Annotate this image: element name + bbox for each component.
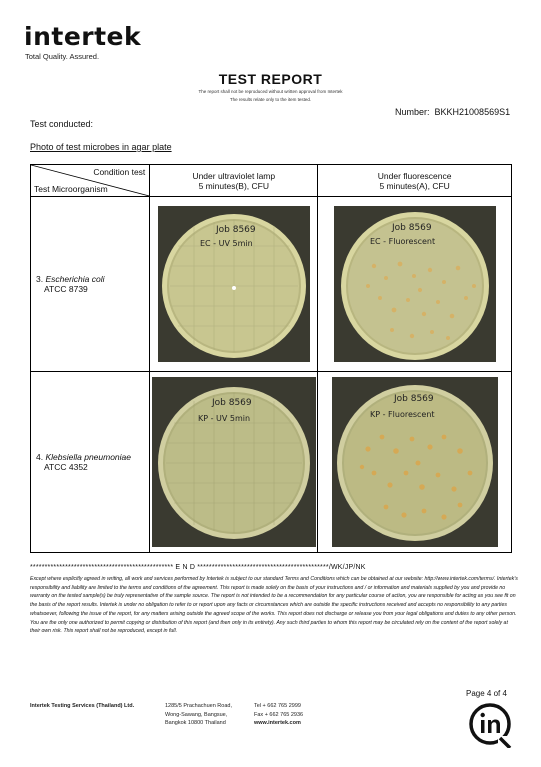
report-number xyxy=(395,107,510,117)
fluorescence-photo-cell xyxy=(318,372,512,553)
row-prefix: 4. xyxy=(36,452,44,462)
organism-species: Escherichia coli xyxy=(45,274,105,284)
uv-header-line-2: 5 minutes(B), CFU xyxy=(198,180,269,191)
report-subtitle-1: The report shall not be reproduced without written approval from Intertek xyxy=(198,89,343,94)
diagonal-header-cell xyxy=(31,165,150,197)
fl-header-line-2: 5 minutes(A), CFU xyxy=(379,180,450,191)
agar-plate-photo xyxy=(334,206,496,362)
report-subtitle-2: The results relate only to the item tested. xyxy=(229,97,312,102)
organism-strain: ATCC 4352 xyxy=(44,462,88,472)
svg-text:EC - UV 5min: EC - UV 5min xyxy=(199,239,253,248)
condition-test-header: Condition test xyxy=(93,167,146,177)
results-table xyxy=(30,164,512,553)
svg-text:Job 8569: Job 8569 xyxy=(211,398,252,408)
uv-header-line-1: Under ultraviolet lamp xyxy=(192,170,276,181)
svg-text:EC - Fluorescent: EC - Fluorescent xyxy=(369,237,435,246)
uv-column-header xyxy=(150,165,318,197)
footer-company: Intertek Testing Services (Thailand) Ltd. xyxy=(30,703,135,709)
agar-plate-image xyxy=(332,377,498,547)
page-number: Page 4 of 4 xyxy=(466,689,507,698)
logo-tagline: Total Quality. Assured. xyxy=(25,52,100,61)
test-conducted-label: Test conducted: xyxy=(30,119,94,129)
disclaimer-text: Except where explicitly agreed in writing, all work and services performed by Intertek is subject to our standard Terms and Conditions which can be obtained at our website: http://www.intertek.com/terms/. Intertek's responsibility and liability are limited to the terms and conditions of the agreement. This report is made solely on the basis of your instructions and / or information and materials supplied by you and provide no warranty on the tested sample(s) be truly representative of the sample source. The report is not intended to be a recommendation for any particular course of action, you are responsible for acting as you see fit on the basis of the report results. Intertek is under no obligation to refer to or report upon any facts or circumstances which are outside the specific instructions received and accepts no responsibility to any parties whatsoever, following the issue of the report, for any matters arising outside the agreed scope of the works. This report does not discharge or release you from your legal obligations and duties to any other person. You are the only one authorized to permit copying or distribution of this report (and then only in its entirety). Any such third parties to whom this report may be circulated rely on the content of the report solely at their own risk. This report shall not be reproduced, except in full. xyxy=(30,576,518,635)
table-row xyxy=(31,197,512,372)
agar-plate-photo xyxy=(158,206,310,362)
organism-species: Klebsiella pneumoniae xyxy=(45,452,131,462)
fl-header-line-1: Under fluorescence xyxy=(377,170,452,181)
microorganism-header: Test Microorganism xyxy=(34,184,108,194)
svg-text:Job 8569: Job 8569 xyxy=(215,225,256,235)
report-number-label: Number: xyxy=(395,107,430,117)
end-line: ************************************************* E N D *********************************************/WK/JP/NK xyxy=(30,564,366,571)
agar-plate-image xyxy=(334,206,496,362)
footer-tel: Tel + 662 765 2999 xyxy=(254,703,301,709)
section-title: Photo of test microbes in agar plate xyxy=(30,142,172,152)
intertek-logo: intertek xyxy=(24,22,142,51)
agar-plate-photo xyxy=(152,377,316,547)
uv-photo-cell xyxy=(150,372,318,553)
row-prefix: 3. xyxy=(36,274,44,284)
table-header-row xyxy=(31,165,512,197)
address-line-2: Wong-Sawang, Bangsue, xyxy=(165,711,228,718)
footer-address xyxy=(165,702,232,728)
uv-photo-cell xyxy=(150,197,318,372)
svg-text:Job 8569: Job 8569 xyxy=(393,394,434,404)
agar-plate-photo xyxy=(332,377,498,547)
address-line-1: 1285/5 Prachachuen Road, xyxy=(165,703,232,709)
fluorescence-photo-cell xyxy=(318,197,512,372)
organism-cell xyxy=(31,197,150,372)
organism-cell xyxy=(31,372,150,553)
agar-plate-image xyxy=(158,206,310,362)
svg-text:KP - UV 5min: KP - UV 5min xyxy=(197,414,250,423)
report-title: TEST REPORT xyxy=(218,71,323,87)
organism-name xyxy=(36,452,149,462)
svg-text:Job 8569: Job 8569 xyxy=(391,223,432,233)
report-number-value: BKKH21008569S1 xyxy=(434,107,511,117)
svg-text:KP - Fluorescent: KP - Fluorescent xyxy=(369,410,435,419)
fluorescence-column-header xyxy=(318,165,512,197)
organism-strain: ATCC 8739 xyxy=(44,284,88,294)
agar-plate-image xyxy=(152,377,316,547)
footer-fax: Fax + 662 765 2936 xyxy=(254,711,304,718)
organism-name xyxy=(36,274,149,284)
table-row xyxy=(31,372,512,553)
intertek-in-icon xyxy=(466,700,514,753)
footer-contact xyxy=(254,702,303,728)
footer-website: www.intertek.com xyxy=(254,720,301,726)
address-line-3: Bangkok 10800 Thailand xyxy=(165,720,226,726)
